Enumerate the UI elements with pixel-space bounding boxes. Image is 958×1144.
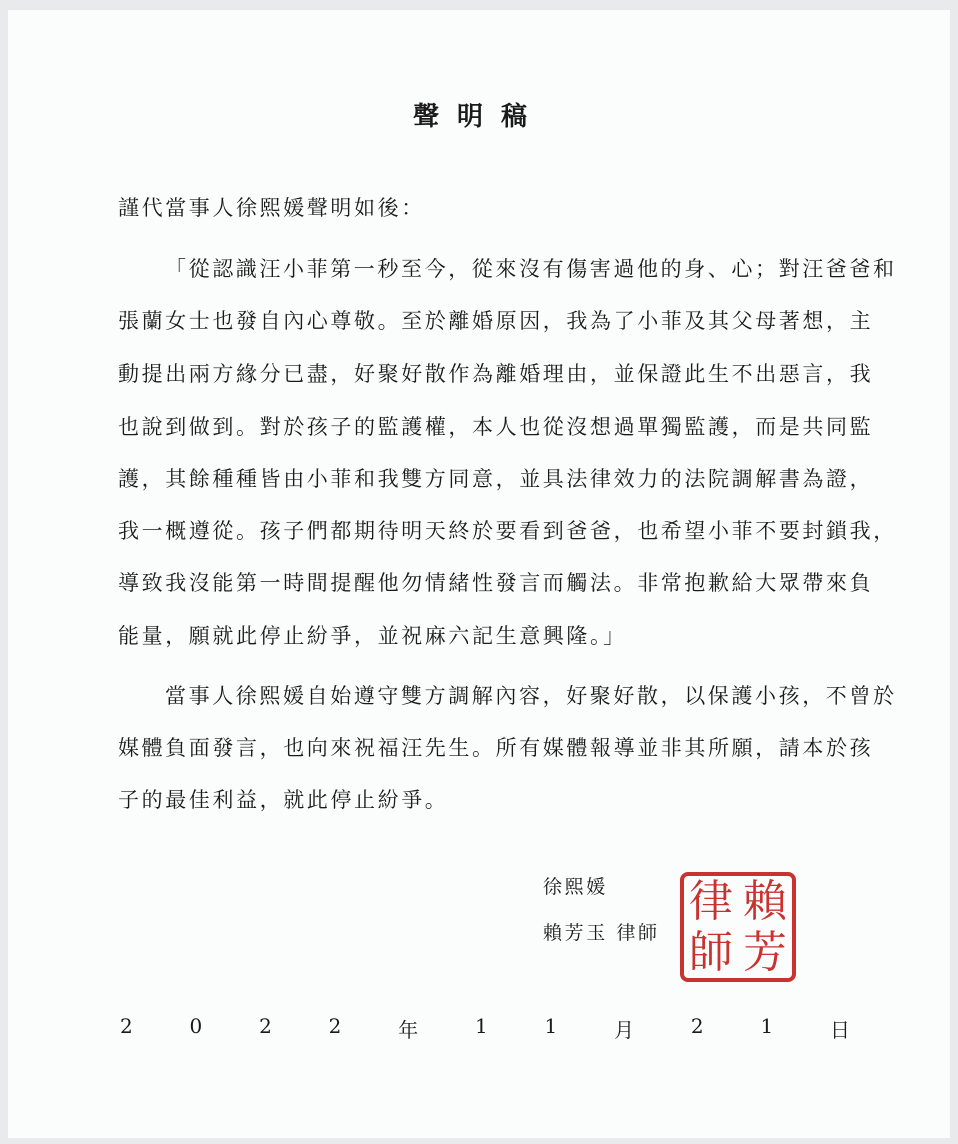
paragraph-line: 張蘭女士也發自內心尊敬。至於離婚原因，我為了小菲及其父母著想，主 (118, 309, 874, 333)
document-date (120, 1014, 850, 1043)
date-char: 2 (690, 1014, 704, 1038)
paragraph-line: 「從認識汪小菲第一秒至今，從來沒有傷害過他的身、心；對汪爸爸和 (165, 257, 897, 281)
lawyer-seal-stamp (680, 872, 796, 982)
paragraph-line: 也說到做到。對於孩子的監護權，本人也從沒想過單獨監護，而是共同監 (118, 415, 874, 439)
paragraph-line: 子的最佳利益，就此停止紛爭。 (118, 788, 449, 812)
paragraph-line: 媒體負面發言，也向來祝福汪先生。所有媒體報導並非其所願，請本於孩 (118, 736, 874, 760)
paragraph-line: 當事人徐熙媛自始遵守雙方調解內容，好聚好散，以保護小孩，不曾於 (165, 684, 897, 708)
date-char: 日 (830, 1018, 850, 1042)
date-char: 年 (398, 1018, 419, 1042)
paragraph-line: 能量，願就此停止紛爭，並祝麻六記生意興隆。」 (118, 624, 627, 648)
date-char: 1 (760, 1014, 774, 1038)
date-char: 2 (328, 1014, 342, 1038)
paragraph-line: 動提出兩方緣分已盡，好聚好散作為離婚理由，並保證此生不出惡言，我 (118, 362, 874, 386)
seal-char: 師 (689, 926, 733, 978)
date-char: 2 (259, 1014, 272, 1038)
date-char: 1 (544, 1014, 558, 1038)
paragraph-line: 我一概遵從。孩子們都期待明天終於要看到爸爸，也希望小菲不要封鎖我， (118, 519, 897, 543)
paragraph-line: 護，其餘種種皆由小菲和我雙方同意，並具法律效力的法院調解書為證， (118, 467, 874, 491)
signatory-lawyer: 賴芳玉 律師 (543, 922, 660, 944)
date-char: 1 (475, 1014, 488, 1038)
date-char: 2 (120, 1014, 133, 1038)
seal-char: 律 (689, 875, 733, 927)
intro-line: 謹代當事人徐熙媛聲明如後： (118, 196, 425, 220)
date-char: 月 (614, 1018, 635, 1042)
seal-char: 賴 (743, 875, 787, 927)
seal-char: 芳 (743, 926, 787, 978)
date-char: 0 (189, 1014, 203, 1038)
paragraph-line: 導致我沒能第一時間提醒他勿情緒性發言而觸法。非常抱歉給大眾帶來負 (118, 571, 874, 595)
document-title: 聲明稿 (412, 102, 545, 132)
signatory-client: 徐熙媛 (543, 876, 608, 898)
